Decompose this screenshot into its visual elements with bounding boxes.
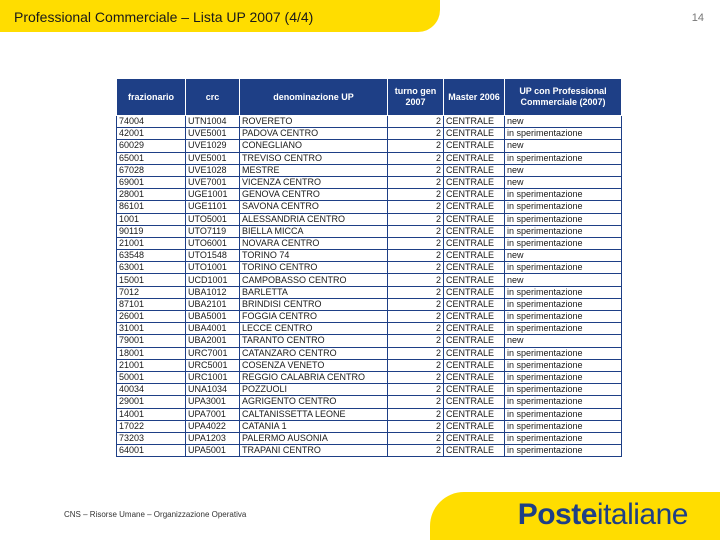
table-row bbox=[117, 176, 622, 188]
cell-professional: in sperimentazione bbox=[505, 420, 622, 432]
table-row bbox=[117, 152, 622, 164]
cell-frazionario: 50001 bbox=[117, 371, 186, 383]
cell-crc: UTO1548 bbox=[186, 250, 240, 262]
cell-master: CENTRALE bbox=[444, 298, 505, 310]
cell-crc: UPA5001 bbox=[186, 445, 240, 457]
cell-master: CENTRALE bbox=[444, 445, 505, 457]
table-row bbox=[117, 213, 622, 225]
cell-denominazione: TREVISO CENTRO bbox=[240, 152, 388, 164]
cell-turno: 2 bbox=[388, 420, 444, 432]
cell-turno: 2 bbox=[388, 359, 444, 371]
cell-professional: new bbox=[505, 335, 622, 347]
footer-text: CNS – Risorse Umane – Organizzazione Operativa bbox=[64, 510, 247, 519]
cell-professional: new bbox=[505, 176, 622, 188]
cell-professional: in sperimentazione bbox=[505, 286, 622, 298]
cell-frazionario: 18001 bbox=[117, 347, 186, 359]
cell-denominazione: BRINDISI CENTRO bbox=[240, 298, 388, 310]
up-table bbox=[116, 78, 622, 457]
table-row bbox=[117, 359, 622, 371]
cell-crc: UBA5001 bbox=[186, 311, 240, 323]
cell-crc: UTO7119 bbox=[186, 225, 240, 237]
cell-crc: UVE7001 bbox=[186, 176, 240, 188]
cell-crc: UTO5001 bbox=[186, 213, 240, 225]
table-row bbox=[117, 371, 622, 383]
cell-turno: 2 bbox=[388, 432, 444, 444]
cell-professional: new bbox=[505, 164, 622, 176]
cell-frazionario: 65001 bbox=[117, 152, 186, 164]
table-row bbox=[117, 164, 622, 176]
header-master: Master 2006 bbox=[444, 79, 505, 116]
cell-denominazione: FOGGIA CENTRO bbox=[240, 311, 388, 323]
cell-turno: 2 bbox=[388, 152, 444, 164]
cell-turno: 2 bbox=[388, 286, 444, 298]
cell-frazionario: 40034 bbox=[117, 384, 186, 396]
table-row bbox=[117, 286, 622, 298]
cell-frazionario: 86101 bbox=[117, 201, 186, 213]
cell-crc: UVE1029 bbox=[186, 140, 240, 152]
header-turno: turno gen 2007 bbox=[388, 79, 444, 116]
header-professional: UP con Professional Commerciale (2007) bbox=[505, 79, 622, 116]
cell-master: CENTRALE bbox=[444, 274, 505, 286]
cell-master: CENTRALE bbox=[444, 384, 505, 396]
cell-master: CENTRALE bbox=[444, 116, 505, 128]
cell-denominazione: MESTRE bbox=[240, 164, 388, 176]
cell-denominazione: PALERMO AUSONIA bbox=[240, 432, 388, 444]
cell-denominazione: POZZUOLI bbox=[240, 384, 388, 396]
cell-master: CENTRALE bbox=[444, 371, 505, 383]
table-row bbox=[117, 201, 622, 213]
cell-master: CENTRALE bbox=[444, 152, 505, 164]
cell-crc: UBA4001 bbox=[186, 323, 240, 335]
cell-crc: UTN1004 bbox=[186, 116, 240, 128]
cell-turno: 2 bbox=[388, 323, 444, 335]
title-bar bbox=[0, 0, 440, 32]
cell-denominazione: CATANZARO CENTRO bbox=[240, 347, 388, 359]
cell-professional: in sperimentazione bbox=[505, 128, 622, 140]
cell-frazionario: 31001 bbox=[117, 323, 186, 335]
table-row bbox=[117, 384, 622, 396]
cell-professional: in sperimentazione bbox=[505, 384, 622, 396]
logo-regular-text: italiane bbox=[596, 498, 688, 531]
cell-denominazione: ALESSANDRIA CENTRO bbox=[240, 213, 388, 225]
cell-denominazione: PADOVA CENTRO bbox=[240, 128, 388, 140]
page-number: 14 bbox=[691, 12, 704, 24]
cell-denominazione: NOVARA CENTRO bbox=[240, 237, 388, 249]
cell-frazionario: 63548 bbox=[117, 250, 186, 262]
cell-frazionario: 74004 bbox=[117, 116, 186, 128]
table-row bbox=[117, 311, 622, 323]
cell-master: CENTRALE bbox=[444, 323, 505, 335]
cell-crc: UPA4022 bbox=[186, 420, 240, 432]
cell-master: CENTRALE bbox=[444, 420, 505, 432]
cell-frazionario: 14001 bbox=[117, 408, 186, 420]
brand-band bbox=[430, 492, 720, 540]
table-row bbox=[117, 140, 622, 152]
table-row bbox=[117, 298, 622, 310]
cell-crc: UVE1028 bbox=[186, 164, 240, 176]
cell-professional: in sperimentazione bbox=[505, 408, 622, 420]
table-row bbox=[117, 189, 622, 201]
cell-master: CENTRALE bbox=[444, 213, 505, 225]
cell-professional: in sperimentazione bbox=[505, 262, 622, 274]
cell-denominazione: SAVONA CENTRO bbox=[240, 201, 388, 213]
logo-bold-text: Poste bbox=[517, 498, 597, 531]
cell-denominazione: COSENZA VENETO bbox=[240, 359, 388, 371]
cell-turno: 2 bbox=[388, 384, 444, 396]
table-row bbox=[117, 237, 622, 249]
table-header-row bbox=[117, 79, 622, 116]
cell-master: CENTRALE bbox=[444, 225, 505, 237]
cell-denominazione: BARLETTA bbox=[240, 286, 388, 298]
cell-crc: URC5001 bbox=[186, 359, 240, 371]
cell-frazionario: 1001 bbox=[117, 213, 186, 225]
cell-denominazione: CONEGLIANO bbox=[240, 140, 388, 152]
cell-frazionario: 73203 bbox=[117, 432, 186, 444]
cell-turno: 2 bbox=[388, 237, 444, 249]
header-denominazione: denominazione UP bbox=[240, 79, 388, 116]
table-row bbox=[117, 250, 622, 262]
cell-turno: 2 bbox=[388, 408, 444, 420]
cell-turno: 2 bbox=[388, 262, 444, 274]
cell-professional: new bbox=[505, 116, 622, 128]
cell-denominazione: CALTANISSETTA LEONE bbox=[240, 408, 388, 420]
cell-professional: new bbox=[505, 274, 622, 286]
cell-turno: 2 bbox=[388, 445, 444, 457]
cell-crc: UTO6001 bbox=[186, 237, 240, 249]
cell-master: CENTRALE bbox=[444, 359, 505, 371]
cell-professional: in sperimentazione bbox=[505, 311, 622, 323]
cell-professional: in sperimentazione bbox=[505, 189, 622, 201]
cell-turno: 2 bbox=[388, 128, 444, 140]
cell-turno: 2 bbox=[388, 201, 444, 213]
cell-master: CENTRALE bbox=[444, 432, 505, 444]
cell-denominazione: REGGIO CALABRIA CENTRO bbox=[240, 371, 388, 383]
page-title: Professional Commerciale – Lista UP 2007 (4/4) bbox=[14, 9, 314, 25]
cell-professional: in sperimentazione bbox=[505, 201, 622, 213]
cell-frazionario: 79001 bbox=[117, 335, 186, 347]
cell-frazionario: 21001 bbox=[117, 359, 186, 371]
cell-denominazione: BIELLA MICCA bbox=[240, 225, 388, 237]
cell-turno: 2 bbox=[388, 189, 444, 201]
cell-professional: in sperimentazione bbox=[505, 371, 622, 383]
cell-master: CENTRALE bbox=[444, 140, 505, 152]
cell-master: CENTRALE bbox=[444, 201, 505, 213]
cell-professional: new bbox=[505, 250, 622, 262]
cell-turno: 2 bbox=[388, 225, 444, 237]
table-row bbox=[117, 396, 622, 408]
cell-turno: 2 bbox=[388, 371, 444, 383]
cell-master: CENTRALE bbox=[444, 311, 505, 323]
cell-turno: 2 bbox=[388, 116, 444, 128]
cell-turno: 2 bbox=[388, 176, 444, 188]
cell-turno: 2 bbox=[388, 140, 444, 152]
cell-master: CENTRALE bbox=[444, 128, 505, 140]
cell-master: CENTRALE bbox=[444, 286, 505, 298]
cell-master: CENTRALE bbox=[444, 189, 505, 201]
cell-crc: UGE1101 bbox=[186, 201, 240, 213]
header-crc: crc bbox=[186, 79, 240, 116]
cell-frazionario: 21001 bbox=[117, 237, 186, 249]
cell-denominazione: TORINO 74 bbox=[240, 250, 388, 262]
cell-frazionario: 87101 bbox=[117, 298, 186, 310]
posteitaliane-logo bbox=[518, 498, 688, 532]
table-row bbox=[117, 262, 622, 274]
table-row bbox=[117, 408, 622, 420]
cell-professional: in sperimentazione bbox=[505, 152, 622, 164]
table-row bbox=[117, 335, 622, 347]
cell-frazionario: 63001 bbox=[117, 262, 186, 274]
cell-frazionario: 26001 bbox=[117, 311, 186, 323]
cell-master: CENTRALE bbox=[444, 347, 505, 359]
cell-denominazione: LECCE CENTRO bbox=[240, 323, 388, 335]
cell-denominazione: ROVERETO bbox=[240, 116, 388, 128]
cell-master: CENTRALE bbox=[444, 396, 505, 408]
cell-professional: in sperimentazione bbox=[505, 298, 622, 310]
cell-frazionario: 15001 bbox=[117, 274, 186, 286]
cell-crc: UPA7001 bbox=[186, 408, 240, 420]
cell-crc: UVE5001 bbox=[186, 152, 240, 164]
cell-professional: in sperimentazione bbox=[505, 225, 622, 237]
cell-professional: in sperimentazione bbox=[505, 432, 622, 444]
cell-crc: UPA3001 bbox=[186, 396, 240, 408]
cell-turno: 2 bbox=[388, 347, 444, 359]
cell-turno: 2 bbox=[388, 274, 444, 286]
cell-turno: 2 bbox=[388, 311, 444, 323]
table-row bbox=[117, 347, 622, 359]
cell-crc: UVE5001 bbox=[186, 128, 240, 140]
table-row bbox=[117, 420, 622, 432]
cell-crc: UBA1012 bbox=[186, 286, 240, 298]
table-row bbox=[117, 116, 622, 128]
cell-crc: UBA2101 bbox=[186, 298, 240, 310]
table-row bbox=[117, 274, 622, 286]
cell-master: CENTRALE bbox=[444, 250, 505, 262]
cell-frazionario: 64001 bbox=[117, 445, 186, 457]
cell-turno: 2 bbox=[388, 298, 444, 310]
cell-denominazione: CATANIA 1 bbox=[240, 420, 388, 432]
cell-frazionario: 42001 bbox=[117, 128, 186, 140]
table-row bbox=[117, 323, 622, 335]
table-body bbox=[117, 116, 622, 457]
table-row bbox=[117, 128, 622, 140]
cell-master: CENTRALE bbox=[444, 164, 505, 176]
cell-crc: UTO1001 bbox=[186, 262, 240, 274]
cell-master: CENTRALE bbox=[444, 408, 505, 420]
cell-crc: UCD1001 bbox=[186, 274, 240, 286]
cell-professional: new bbox=[505, 140, 622, 152]
cell-frazionario: 29001 bbox=[117, 396, 186, 408]
cell-denominazione: AGRIGENTO CENTRO bbox=[240, 396, 388, 408]
cell-professional: in sperimentazione bbox=[505, 445, 622, 457]
table-row bbox=[117, 432, 622, 444]
table-row bbox=[117, 445, 622, 457]
cell-frazionario: 90119 bbox=[117, 225, 186, 237]
cell-denominazione: GENOVA CENTRO bbox=[240, 189, 388, 201]
cell-professional: in sperimentazione bbox=[505, 396, 622, 408]
cell-frazionario: 69001 bbox=[117, 176, 186, 188]
cell-professional: in sperimentazione bbox=[505, 213, 622, 225]
cell-master: CENTRALE bbox=[444, 335, 505, 347]
cell-denominazione: CAMPOBASSO CENTRO bbox=[240, 274, 388, 286]
cell-denominazione: TORINO CENTRO bbox=[240, 262, 388, 274]
cell-turno: 2 bbox=[388, 213, 444, 225]
cell-turno: 2 bbox=[388, 396, 444, 408]
cell-professional: in sperimentazione bbox=[505, 347, 622, 359]
cell-professional: in sperimentazione bbox=[505, 323, 622, 335]
cell-master: CENTRALE bbox=[444, 176, 505, 188]
cell-crc: UBA2001 bbox=[186, 335, 240, 347]
cell-frazionario: 7012 bbox=[117, 286, 186, 298]
cell-turno: 2 bbox=[388, 250, 444, 262]
cell-crc: UPA1203 bbox=[186, 432, 240, 444]
cell-denominazione: VICENZA CENTRO bbox=[240, 176, 388, 188]
header-frazionario: frazionario bbox=[117, 79, 186, 116]
cell-professional: in sperimentazione bbox=[505, 237, 622, 249]
cell-denominazione: TARANTO CENTRO bbox=[240, 335, 388, 347]
table-row bbox=[117, 225, 622, 237]
cell-master: CENTRALE bbox=[444, 262, 505, 274]
cell-crc: URC7001 bbox=[186, 347, 240, 359]
cell-frazionario: 17022 bbox=[117, 420, 186, 432]
cell-professional: in sperimentazione bbox=[505, 359, 622, 371]
cell-crc: UNA1034 bbox=[186, 384, 240, 396]
cell-denominazione: TRAPANI CENTRO bbox=[240, 445, 388, 457]
cell-frazionario: 60029 bbox=[117, 140, 186, 152]
cell-crc: UGE1001 bbox=[186, 189, 240, 201]
cell-master: CENTRALE bbox=[444, 237, 505, 249]
cell-turno: 2 bbox=[388, 164, 444, 176]
cell-frazionario: 28001 bbox=[117, 189, 186, 201]
cell-turno: 2 bbox=[388, 335, 444, 347]
cell-crc: URC1001 bbox=[186, 371, 240, 383]
cell-frazionario: 67028 bbox=[117, 164, 186, 176]
